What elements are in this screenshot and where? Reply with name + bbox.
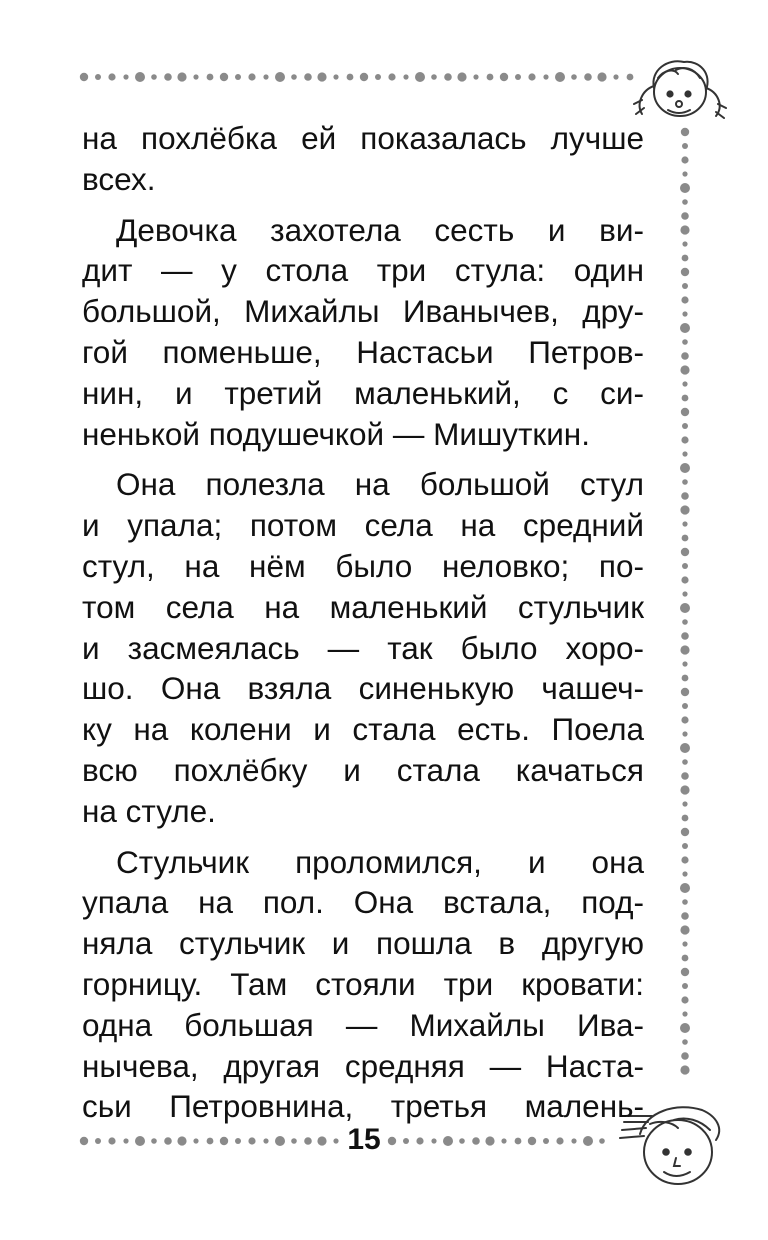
- border-dot: [108, 1137, 115, 1144]
- border-dot: [459, 1138, 465, 1144]
- border-dot: [680, 183, 690, 193]
- border-dot: [682, 619, 688, 625]
- border-dot: [317, 72, 326, 81]
- border-dot: [193, 1138, 198, 1143]
- border-dot: [680, 785, 689, 794]
- border-dot: [682, 815, 689, 822]
- border-dot: [235, 74, 241, 80]
- border-dot: [431, 1138, 436, 1143]
- border-dot: [681, 156, 688, 163]
- border-dot: [555, 72, 565, 82]
- border-dot: [528, 1137, 536, 1145]
- border-dot: [415, 72, 425, 82]
- border-dot: [403, 1138, 409, 1144]
- border-dot: [431, 74, 437, 80]
- border-dot: [682, 899, 688, 905]
- paragraph-gap: [82, 832, 644, 842]
- border-dot: [599, 1138, 605, 1144]
- border-dot: [681, 716, 688, 723]
- border-dot: [360, 73, 368, 81]
- border-dot: [135, 1136, 145, 1146]
- border-dot: [680, 463, 690, 473]
- border-dot: [680, 365, 689, 374]
- text-line: стул, на нём было неловко; по-: [82, 547, 644, 584]
- border-dot: [457, 72, 466, 81]
- border-dot: [682, 801, 687, 806]
- text-line: шо. Она взяла синенькую чашеч-: [82, 670, 644, 707]
- text-line: всех.: [82, 160, 156, 197]
- border-dot: [164, 1137, 172, 1145]
- border-dot: [375, 74, 381, 80]
- border-dot: [682, 563, 688, 569]
- border-dot: [248, 73, 255, 80]
- dot-border-top: [78, 64, 648, 90]
- text-line: дит — у стола три стула: один: [82, 252, 644, 289]
- border-dot: [681, 1052, 689, 1060]
- border-dot: [681, 268, 689, 276]
- dot-border-right: [672, 126, 698, 1086]
- border-dot: [682, 199, 688, 205]
- border-dot: [682, 983, 688, 989]
- border-dot: [515, 74, 521, 80]
- border-dot: [682, 423, 688, 429]
- border-dot: [472, 1137, 480, 1145]
- border-dot: [275, 72, 285, 82]
- border-dot: [543, 74, 548, 79]
- border-dot: [263, 74, 268, 79]
- text-line: нин, и третий маленький, с си-: [82, 374, 644, 411]
- border-dot: [681, 212, 689, 220]
- border-dot: [501, 1138, 506, 1143]
- border-dot: [80, 1137, 88, 1145]
- page-number: 15: [347, 1123, 381, 1156]
- border-dot: [680, 505, 689, 514]
- border-dot: [681, 296, 688, 303]
- border-dot: [681, 492, 689, 500]
- text-line: всю похлёбку и стала качаться: [82, 751, 644, 788]
- border-dot: [444, 73, 452, 81]
- border-dot: [681, 576, 688, 583]
- text-line: ку на колени и стала есть. Поела: [82, 711, 644, 748]
- border-dot: [682, 521, 687, 526]
- border-dot: [682, 535, 689, 542]
- paragraph: [82, 464, 644, 831]
- border-dot: [682, 143, 688, 149]
- border-dot: [151, 74, 157, 80]
- border-dot: [682, 381, 687, 386]
- border-dot: [193, 74, 198, 79]
- girl-face-icon: [628, 48, 732, 126]
- border-dot: [177, 72, 186, 81]
- border-dot: [682, 941, 687, 946]
- border-dot: [613, 74, 618, 79]
- paragraph: [82, 210, 644, 455]
- border-dot: [304, 73, 312, 81]
- text-line: Девочка захотела сесть и ви-: [116, 211, 644, 248]
- border-dot: [680, 645, 689, 654]
- text-line: няла стульчик и пошла в другую: [82, 925, 644, 962]
- border-dot: [80, 73, 88, 81]
- text-line: и упала; потом села на средний: [82, 507, 644, 544]
- border-dot: [682, 675, 689, 682]
- border-dot: [682, 241, 687, 246]
- text-line: том села на маленький стульчик: [82, 588, 644, 625]
- border-dot: [177, 1136, 186, 1145]
- border-dot: [682, 311, 687, 316]
- border-dot: [291, 74, 297, 80]
- border-dot: [682, 661, 687, 666]
- border-dot: [275, 1136, 285, 1146]
- border-dot: [681, 856, 688, 863]
- dot-border-bottom-left: [78, 1128, 346, 1154]
- text-line: и засмеялась — так было хоро-: [82, 629, 644, 666]
- text-line: на похлёбка ей показалась лучше: [82, 120, 644, 156]
- border-dot: [681, 548, 689, 556]
- paragraph: [82, 118, 644, 200]
- border-dot: [207, 74, 214, 81]
- text-line: Она полезла на большой стул: [116, 466, 644, 503]
- text-line: Стульчик проломился, и она: [116, 843, 644, 880]
- border-dot: [682, 283, 688, 289]
- border-dot: [583, 1136, 593, 1146]
- border-dot: [164, 73, 172, 81]
- border-dot: [597, 72, 606, 81]
- border-dot: [682, 395, 689, 402]
- text-line: ненькой подушечкой — Мишуткин.: [82, 415, 590, 452]
- border-dot: [681, 688, 689, 696]
- border-dot: [584, 73, 592, 81]
- dot-border-bottom-right: [386, 1128, 618, 1154]
- border-dot: [543, 1138, 549, 1144]
- border-dot: [680, 225, 689, 234]
- text-line: сьи Петровнина, третья малень-: [82, 1088, 644, 1125]
- border-dot: [220, 1137, 228, 1145]
- border-dot: [680, 323, 690, 333]
- border-dot: [682, 871, 687, 876]
- border-dot: [681, 128, 689, 136]
- text-line: на стуле.: [82, 792, 216, 829]
- border-dot: [304, 1137, 312, 1145]
- border-dot: [220, 73, 228, 81]
- border-dot: [207, 1138, 214, 1145]
- border-dot: [123, 74, 128, 79]
- border-dot: [108, 73, 115, 80]
- border-dot: [556, 1137, 563, 1144]
- border-dot: [682, 759, 688, 765]
- border-dot: [682, 1039, 688, 1045]
- border-dot: [263, 1138, 268, 1143]
- border-dot: [123, 1138, 128, 1143]
- border-dot: [571, 1138, 576, 1143]
- paragraph: [82, 842, 644, 1128]
- border-dot: [485, 1136, 494, 1145]
- border-dot: [135, 72, 145, 82]
- border-dot: [682, 731, 687, 736]
- border-dot: [681, 996, 688, 1003]
- border-dot: [248, 1137, 255, 1144]
- border-dot: [680, 743, 690, 753]
- border-dot: [682, 255, 689, 262]
- border-dot: [347, 74, 354, 81]
- text-line: упала на пол. Она встала, под-: [82, 884, 644, 921]
- text-line: гой поменьше, Настасьи Петров-: [82, 333, 644, 370]
- border-dot: [681, 968, 689, 976]
- border-dot: [682, 479, 688, 485]
- border-dot: [416, 1137, 423, 1144]
- border-dot: [680, 1065, 689, 1074]
- border-dot: [95, 74, 101, 80]
- border-dot: [680, 603, 690, 613]
- border-dot: [680, 883, 690, 893]
- border-dot: [487, 74, 494, 81]
- border-dot: [682, 451, 687, 456]
- text-line: нычева, другая средняя — Наста-: [82, 1047, 644, 1084]
- paragraph-gap: [82, 200, 644, 210]
- border-dot: [291, 1138, 297, 1144]
- border-dot: [681, 408, 689, 416]
- text-line: большой, Михайлы Иванычев, дру-: [82, 293, 644, 330]
- border-dot: [682, 703, 688, 709]
- border-dot: [403, 74, 408, 79]
- border-dot: [571, 74, 577, 80]
- border-dot: [682, 1011, 687, 1016]
- border-dot: [95, 1138, 101, 1144]
- border-dot: [681, 912, 689, 920]
- border-dot: [317, 1136, 326, 1145]
- border-dot: [680, 1023, 690, 1033]
- text-line: горницу. Там стояли три кровати:: [82, 965, 644, 1002]
- paragraph-gap: [82, 454, 644, 464]
- border-dot: [528, 73, 535, 80]
- text-line: одна большая — Михайлы Ива-: [82, 1006, 644, 1043]
- border-dot: [235, 1138, 241, 1144]
- border-dot: [682, 843, 688, 849]
- border-dot: [473, 74, 478, 79]
- border-dot: [388, 1137, 396, 1145]
- story-text: [82, 118, 644, 1127]
- border-dot: [682, 955, 689, 962]
- border-dot: [333, 74, 338, 79]
- border-dot: [388, 73, 395, 80]
- border-dot: [681, 352, 689, 360]
- border-dot: [443, 1136, 453, 1146]
- border-dot: [682, 339, 688, 345]
- border-dot: [515, 1138, 522, 1145]
- border-dot: [680, 925, 689, 934]
- border-dot: [681, 436, 688, 443]
- border-dot: [500, 73, 508, 81]
- border-dot: [681, 632, 689, 640]
- border-dot: [681, 828, 689, 836]
- border-dot: [682, 591, 687, 596]
- border-dot: [151, 1138, 157, 1144]
- border-dot: [333, 1138, 338, 1143]
- border-dot: [682, 171, 687, 176]
- border-dot: [681, 772, 689, 780]
